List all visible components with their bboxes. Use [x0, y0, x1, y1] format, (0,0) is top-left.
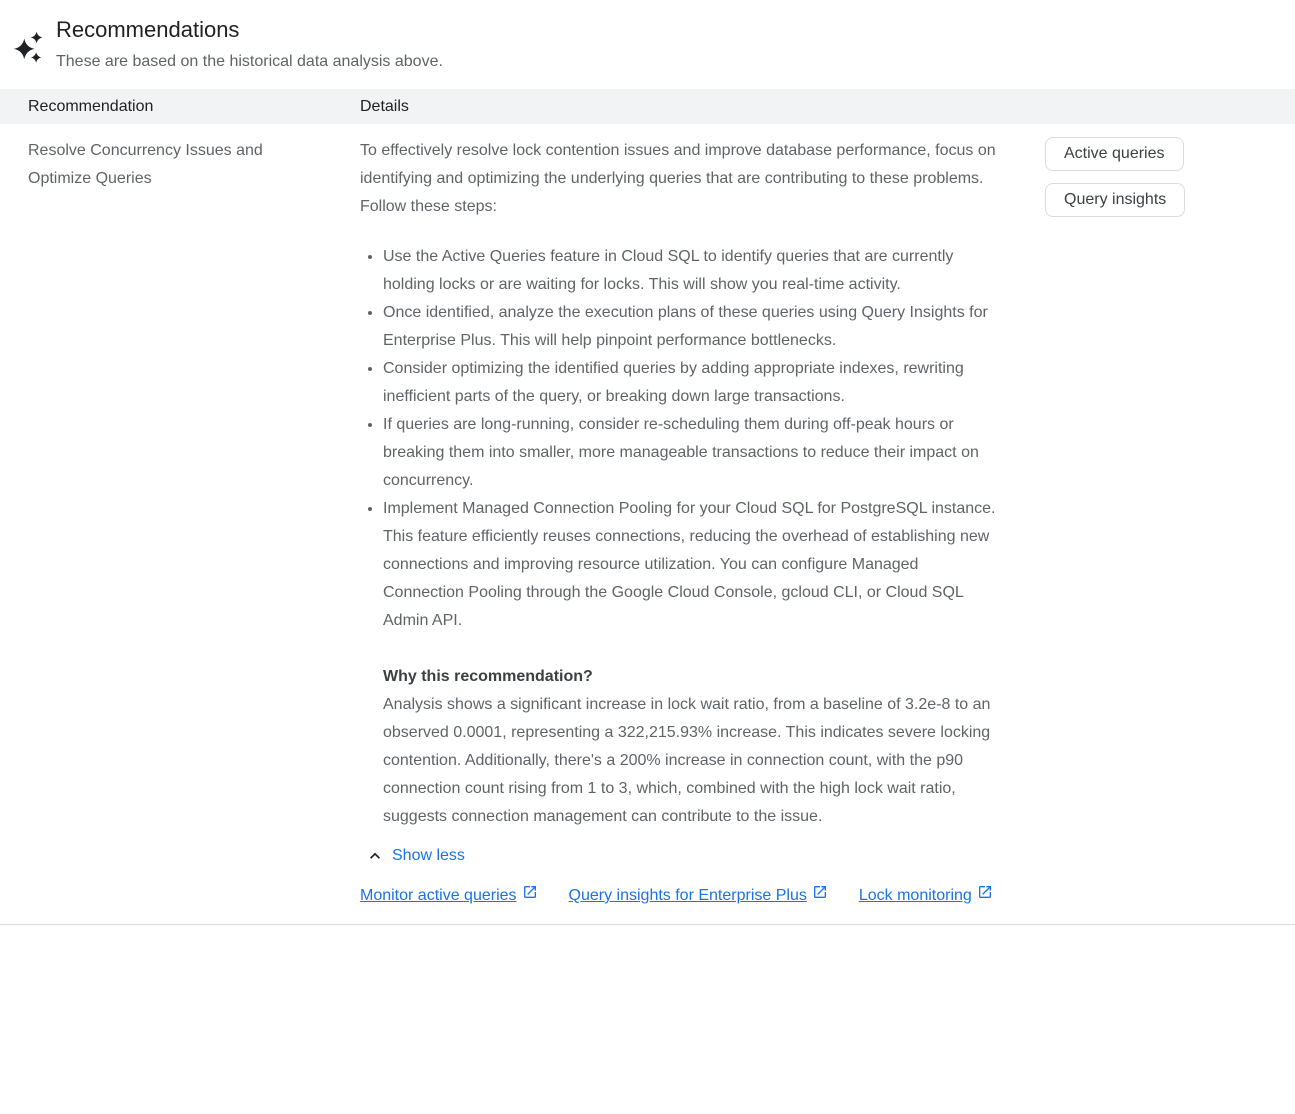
sparkle-icon — [10, 28, 48, 66]
link-lock-monitoring[interactable]: Lock monitoring — [859, 882, 993, 910]
table-row — [0, 124, 1295, 925]
recommendation-actions — [1015, 137, 1295, 910]
recommendation-title: Resolve Concurrency Issues and Optimize Queries — [28, 142, 263, 187]
recommendations-header — [0, 0, 1295, 74]
column-header-details: Details — [360, 97, 409, 115]
link-query-insights-enterprise-plus[interactable]: Query insights for Enterprise Plus — [569, 882, 828, 910]
page-subtitle: These are based on the historical data analysis above. — [56, 53, 443, 70]
recommendation-details — [360, 137, 1015, 910]
why-recommendation-heading: Why this recommendation? — [383, 668, 593, 685]
recommendations-table — [0, 89, 1295, 925]
query-insights-button[interactable]: Query insights — [1045, 183, 1185, 217]
open-in-new-icon — [977, 882, 993, 910]
open-in-new-icon — [812, 882, 828, 910]
show-less-button[interactable] — [365, 846, 465, 866]
why-recommendation-block — [383, 663, 1008, 831]
chevron-up-icon — [365, 846, 385, 866]
open-in-new-icon — [522, 882, 538, 910]
detail-bullet: • Implement Managed Connection Pooling for your Cloud SQL for PostgreSQL instance. This feature efficiently reuses connections, reducing the overhead of establishing new connections and improving resource utilization. You can configure Managed Connection Pooling through the Google Cloud Console, gcloud CLI, or Cloud SQL Admin API. — [383, 495, 1000, 635]
why-recommendation-text: Analysis shows a significant increase in lock wait ratio, from a baseline of 3.2e-8 to an observed 0.0001, representing a 322,215.93% increase. This indicates severe locking contention. Additionally, there's a 200% increase in connection count, with the p90 connection count rising from 1 to 3, which, combined with the high lock wait ratio, suggests connection management can contribute to the issue. — [383, 696, 991, 825]
resource-links — [360, 882, 1015, 910]
show-less-label: Show less — [392, 847, 465, 864]
detail-bullet: • Use the Active Queries feature in Cloud SQL to identify queries that are currently holding locks or are waiting for locks. This will show you real-time activity. — [383, 243, 1000, 299]
detail-bullet: • Once identified, analyze the execution plans of these queries using Query Insights for Enterprise Plus. This will help pinpoint performance bottlenecks. — [383, 299, 1000, 355]
details-bullet-list — [360, 243, 1000, 635]
page-title: Recommendations — [56, 17, 240, 42]
table-header-row — [0, 89, 1295, 124]
detail-bullet: • Consider optimizing the identified queries by adding appropriate indexes, rewriting inefficient parts of the query, or breaking down large transactions. — [383, 355, 1000, 411]
detail-bullet: • If queries are long-running, consider re-scheduling them during off-peak hours or breaking them into smaller, more manageable transactions to reduce their impact on concurrency. — [383, 411, 1000, 495]
details-intro: To effectively resolve lock contention issues and improve database performance, focus on identifying and optimizing the underlying queries that are contributing to these problems. Follow these steps: — [360, 142, 996, 215]
active-queries-button[interactable]: Active queries — [1045, 137, 1184, 171]
column-header-recommendation: Recommendation — [28, 97, 154, 115]
link-monitor-active-queries[interactable]: Monitor active queries — [360, 882, 538, 910]
